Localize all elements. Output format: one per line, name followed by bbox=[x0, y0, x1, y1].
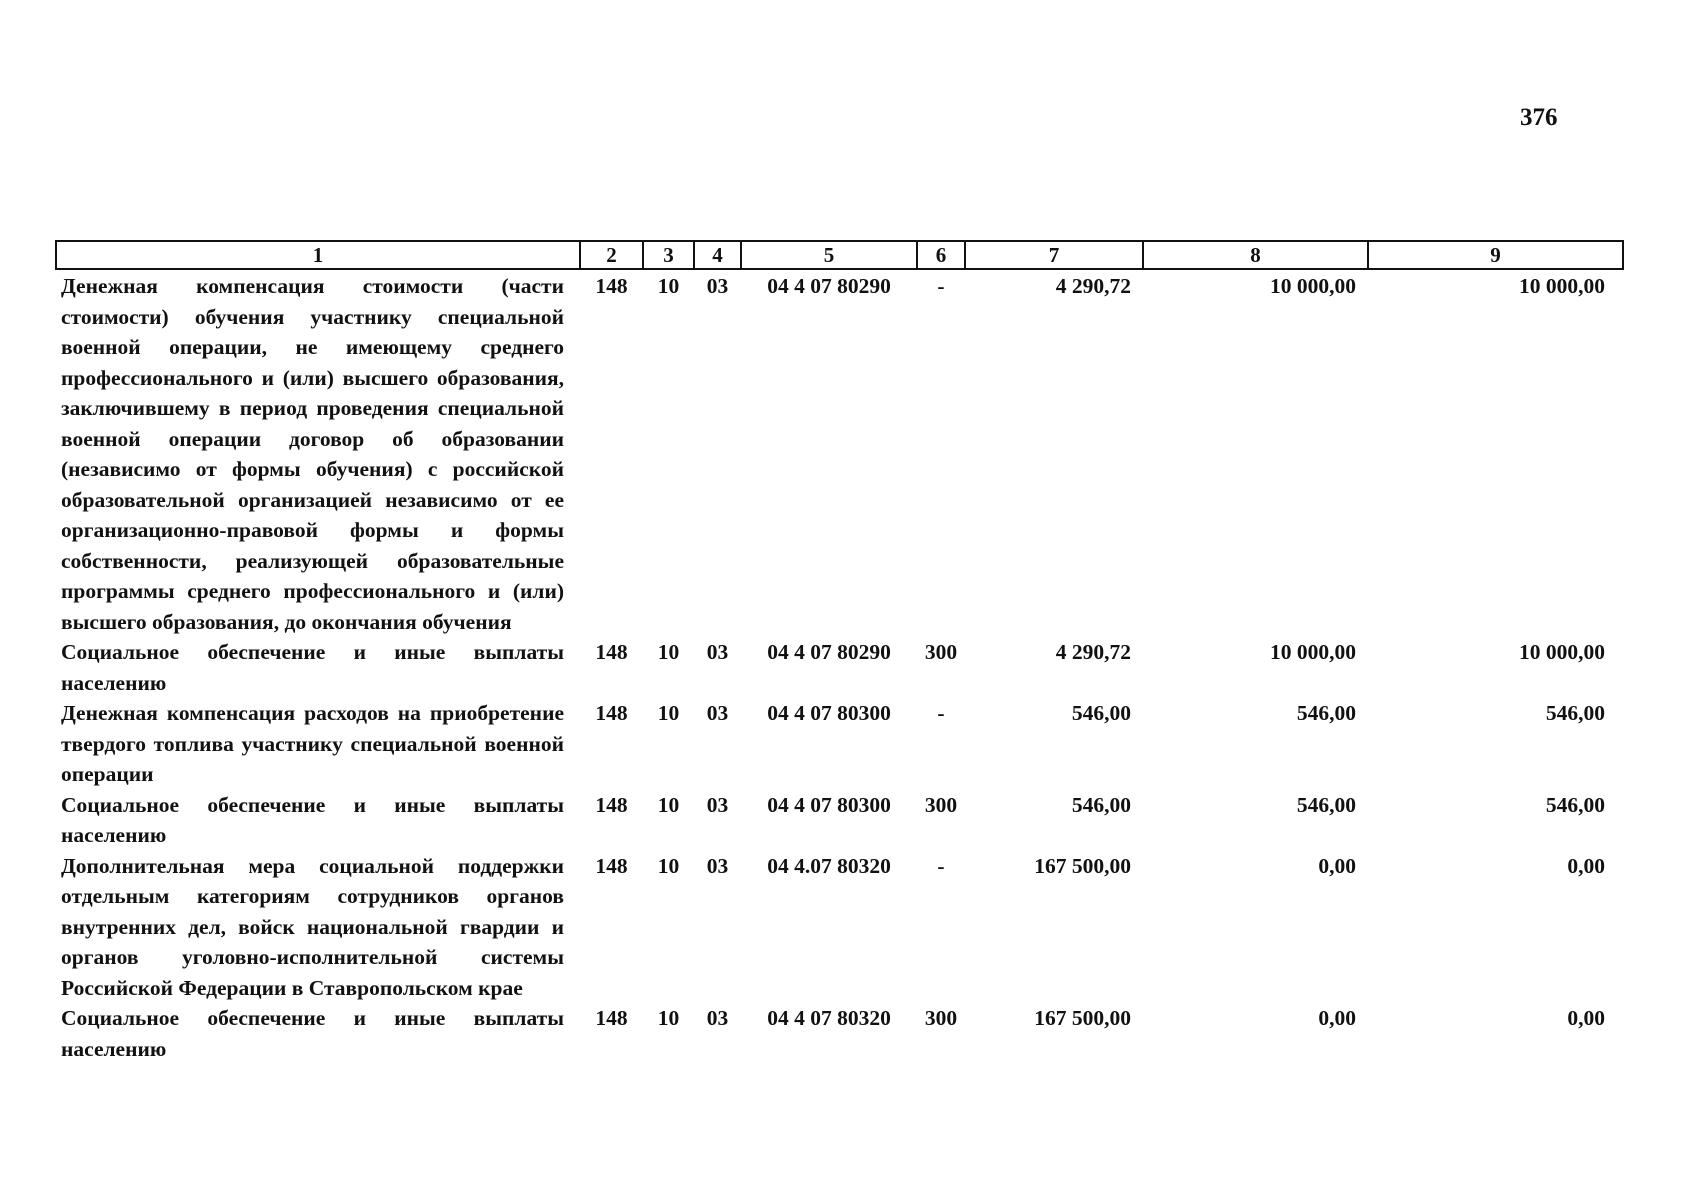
row-code-6: 300 bbox=[924, 792, 958, 817]
row-code-3: 10 bbox=[657, 853, 680, 878]
row-code-4: 03 bbox=[706, 1006, 729, 1030]
row-code-3: 10 bbox=[657, 640, 680, 664]
row-amount-9: 0,00 bbox=[1567, 1006, 1605, 1030]
row-amount-8: 0,00 bbox=[1318, 1006, 1356, 1030]
row-amount-7: 4 290,72 bbox=[1055, 640, 1131, 664]
row-code-2: 148 bbox=[595, 640, 628, 664]
page-number: 376 bbox=[1520, 104, 1558, 131]
row-code-2: 148 bbox=[595, 853, 628, 878]
row-code-3: 10 bbox=[657, 701, 680, 725]
row-code-2: 148 bbox=[595, 274, 628, 298]
row-name: Социальное обеспечение и иные выплаты населению bbox=[61, 640, 564, 695]
row-amount-9: 10 000,00 bbox=[1519, 640, 1605, 664]
row-code-6: - bbox=[937, 274, 945, 298]
row-code-6: - bbox=[937, 853, 945, 878]
row-code-3: 10 bbox=[657, 792, 680, 817]
column-header: 9 bbox=[1368, 241, 1623, 269]
column-header: 5 bbox=[741, 241, 917, 269]
row-amount-8: 10 000,00 bbox=[1270, 640, 1356, 664]
row-name: Социальное обеспечение и иные выплаты населению bbox=[61, 792, 564, 847]
column-header: 6 bbox=[917, 241, 965, 269]
budget-table bbox=[55, 240, 1624, 1064]
table-row bbox=[56, 698, 1623, 790]
table-row bbox=[56, 851, 1623, 1004]
column-header: 4 bbox=[694, 241, 741, 269]
row-code-6: 300 bbox=[924, 1006, 958, 1030]
row-code-5: 04 4 07 80290 bbox=[767, 274, 891, 298]
row-amount-8: 0,00 bbox=[1318, 853, 1356, 878]
row-code-5: 04 4.07 80320 bbox=[767, 853, 891, 878]
header-row bbox=[56, 241, 1623, 269]
row-code-4: 03 bbox=[706, 853, 729, 878]
row-code-2: 148 bbox=[595, 792, 628, 817]
row-amount-7: 546,00 bbox=[1071, 701, 1131, 725]
column-header: 2 bbox=[580, 241, 643, 269]
row-amount-8: 546,00 bbox=[1296, 701, 1356, 725]
row-amount-9: 10 000,00 bbox=[1519, 274, 1605, 298]
row-amount-9: 0,00 bbox=[1567, 853, 1605, 878]
row-amount-8: 546,00 bbox=[1296, 792, 1356, 817]
row-name: Денежная компенсация расходов на приобретение твердого топлива участнику специальной военной операции bbox=[61, 701, 564, 786]
row-amount-7: 167 500,00 bbox=[1034, 1006, 1131, 1030]
row-name: Социальное обеспечение и иные выплаты населению bbox=[61, 1006, 564, 1061]
row-code-2: 148 bbox=[595, 1006, 628, 1030]
row-amount-8: 10 000,00 bbox=[1270, 274, 1356, 298]
row-code-6: 300 bbox=[924, 640, 958, 664]
row-code-4: 03 bbox=[706, 792, 729, 817]
table-row bbox=[56, 790, 1623, 851]
row-code-4: 03 bbox=[706, 701, 729, 725]
row-code-4: 03 bbox=[706, 274, 729, 298]
row-amount-9: 546,00 bbox=[1545, 701, 1605, 725]
row-code-6: - bbox=[937, 701, 945, 725]
column-header: 3 bbox=[643, 241, 694, 269]
column-header: 1 bbox=[56, 241, 580, 269]
row-amount-9: 546,00 bbox=[1545, 792, 1605, 817]
column-header: 8 bbox=[1143, 241, 1368, 269]
row-code-5: 04 4 07 80290 bbox=[767, 640, 891, 664]
row-code-4: 03 bbox=[706, 640, 729, 664]
row-amount-7: 167 500,00 bbox=[1034, 853, 1131, 878]
row-code-2: 148 bbox=[595, 701, 628, 725]
column-header: 7 bbox=[965, 241, 1143, 269]
row-code-5: 04 4 07 80300 bbox=[767, 792, 891, 817]
row-amount-7: 4 290,72 bbox=[1055, 274, 1131, 298]
row-code-3: 10 bbox=[657, 1006, 680, 1030]
row-amount-7: 546,00 bbox=[1071, 792, 1131, 817]
table-row bbox=[56, 1003, 1623, 1064]
row-name: Денежная компенсация стоимости (части стоимости) обучения участнику специальной военной операции, не имеющему среднего профессионального и (или) высшего образования, заключившему в период проведения специальной военной операции договор об образовании (независимо от формы обучения) с российской образовательной организацией независимо от ее организационно-правовой формы и формы собственности, реализующей образовательные программы среднего профессионального и (или) высшего образования, до окончания обучения bbox=[61, 274, 564, 634]
row-name: Дополнительная мера социальной поддержки отдельным категориям сотрудников органов внутренних дел, войск национальной гвардии и органов уголовно-исполнительной системы Российской Федерации в Ставропольском крае bbox=[61, 853, 564, 1000]
table-row bbox=[56, 269, 1623, 637]
table-row bbox=[56, 637, 1623, 698]
row-code-3: 10 bbox=[657, 274, 680, 298]
row-code-5: 04 4 07 80320 bbox=[767, 1006, 891, 1030]
row-code-5: 04 4 07 80300 bbox=[767, 701, 891, 725]
